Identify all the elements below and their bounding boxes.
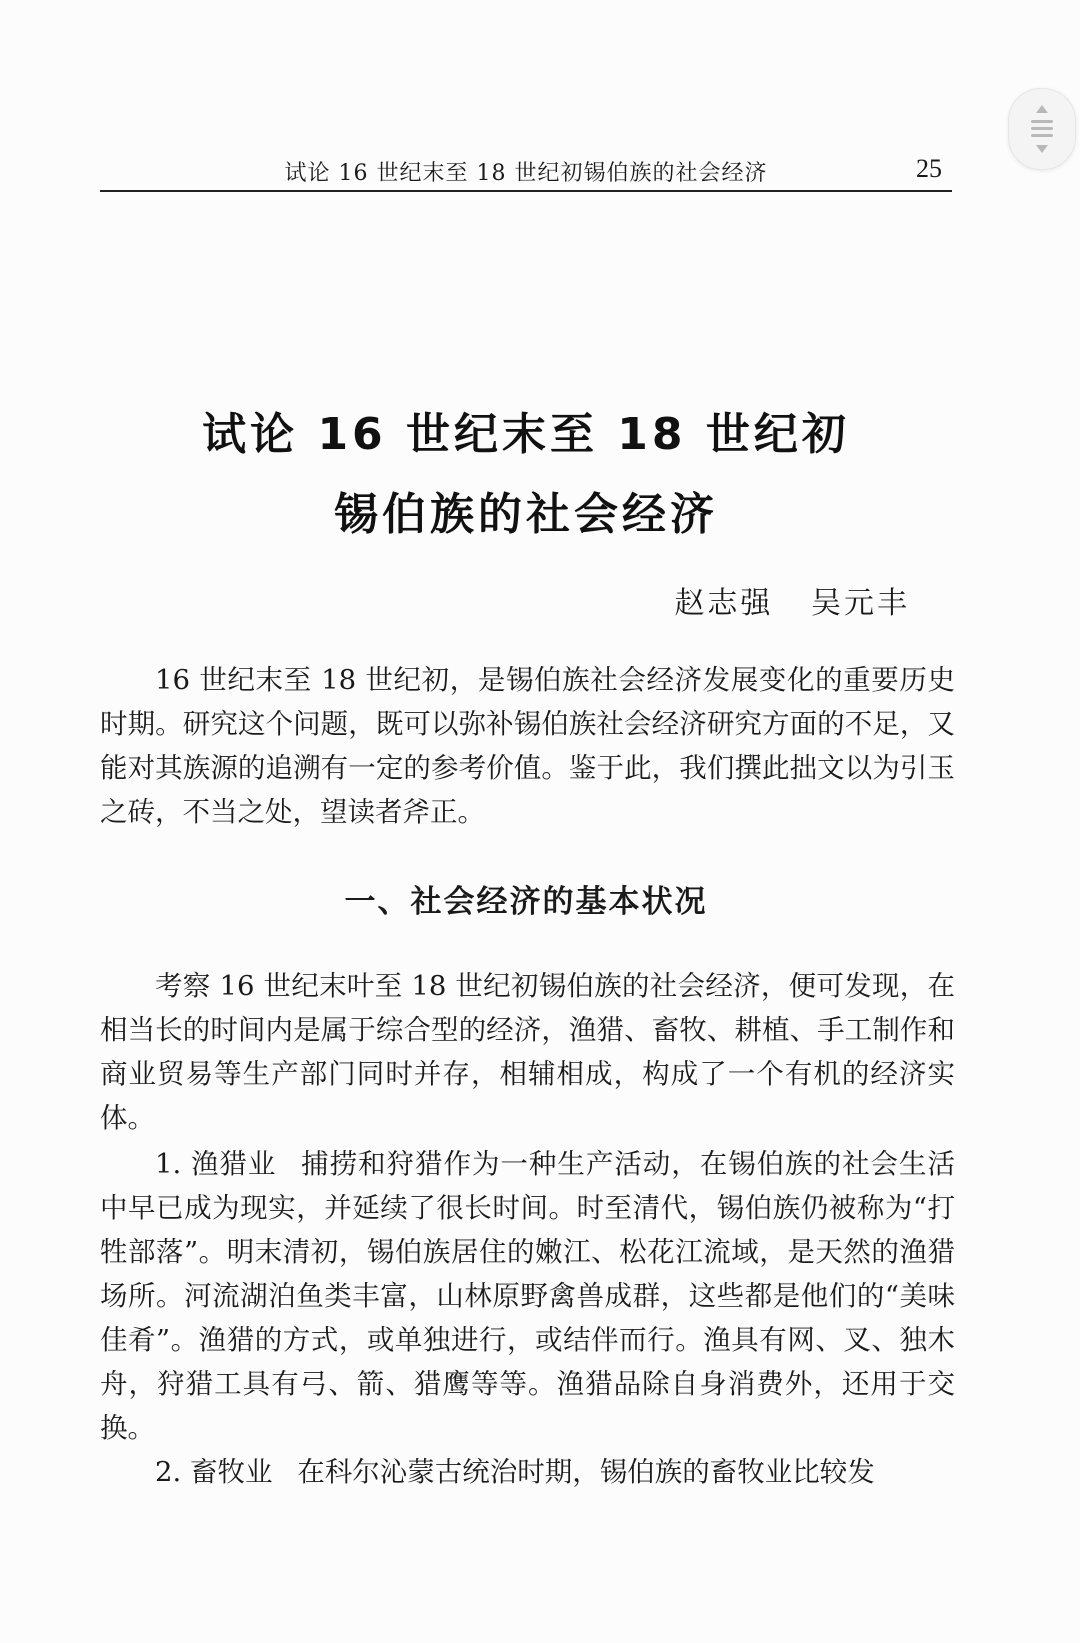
section-heading: 一、社会经济的基本状况 <box>344 884 708 920</box>
list-item-label: 1. 渔猎业 <box>155 1148 277 1180</box>
running-header <box>100 150 952 192</box>
intro-paragraph: 16 世纪末至 18 世纪初，是锡伯族社会经济发展变化的重要历史时期。研究这个问题，既可以弥补锡伯族社会经济研究方面的不足，又能对其族源的追溯有一定的参考价值。鉴于此，我们撰此拙文以为引玉之砖，不当之处，望读者斧正。 <box>100 664 955 828</box>
article-title-line-1: 试论 16 世纪末至 18 世纪初 <box>202 409 850 460</box>
list-item-text: 捕捞和狩猎作为一种生产活动，在锡伯族的社会生活中早已成为现实，并延续了很长时间。时至清代，锡伯族仍被称为“打牲部落”。明末清初，锡伯族居住的嫩江、松花江流域，是天然的渔猎场所。河流湖泊鱼类丰富，山林原野禽兽成群，这些都是他们的“美味佳肴”。渔猎的方式，或单独进行，或结伴而行。渔具有网、叉、独木舟，狩猎工具有弓、箭、猎鹰等等。渔猎品除自身消费外，还用于交换。 <box>100 1148 956 1444</box>
article-authors: 赵志强 吴元丰 <box>674 586 910 621</box>
running-title: 试论 16 世纪末至 18 世纪初锡伯族的社会经济 <box>284 161 768 186</box>
list-item-label: 2. 畜牧业 <box>155 1456 273 1488</box>
scroll-handle-icon <box>1026 103 1058 155</box>
list-item-animal-husbandry <box>100 1450 955 1494</box>
scroll-handle[interactable] <box>1008 88 1076 170</box>
section-paragraph: 考察 16 世纪末叶至 18 世纪初锡伯族的社会经济，便可发现，在相当长的时间内是属于综合型的经济，渔猎、畜牧、耕植、手工制作和商业贸易等生产部门同时并存，相辅相成，构成了一个有机的经济实体。 <box>100 970 955 1134</box>
list-item-text: 在科尔沁蒙古统治时期，锡伯族的畜牧业比较发 <box>297 1456 875 1488</box>
page-number: 25 <box>916 154 942 183</box>
article-title-line-2: 锡伯族的社会经济 <box>334 489 718 540</box>
list-item-fishing-hunting <box>100 1142 955 1450</box>
